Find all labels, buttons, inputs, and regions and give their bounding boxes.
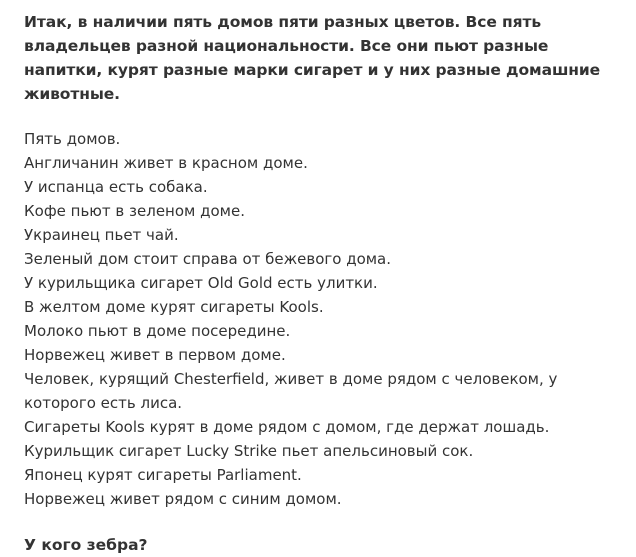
- rule-item: У курильщика сигарет Old Gold есть улитки.: [24, 274, 378, 292]
- rule-item: Украинец пьет чай.: [24, 226, 179, 244]
- intro-paragraph: Итак, в наличии пять домов пяти разных цветов. Все пять владельцев разной национальности. Все они пьют разные напитки, курят разные марки сигарет и у них разные домашние животные.: [24, 13, 601, 103]
- rule-item: Норвежец живет рядом с синим домом.: [24, 490, 342, 508]
- rules-list: [24, 127, 628, 511]
- rule-item: Человек, курящий Chesterfield, живет в доме рядом с человеком, у которого есть лиса.: [24, 370, 558, 412]
- rule-item: Сигареты Kools курят в доме рядом с домом, где держат лошадь.: [24, 418, 550, 436]
- rule-item: Японец курят сигареты Parliament.: [24, 466, 302, 484]
- rule-item: Зеленый дом стоит справа от бежевого дома.: [24, 250, 392, 268]
- rule-item: Пять домов.: [24, 130, 121, 148]
- rule-item: Кофе пьют в зеленом доме.: [24, 202, 245, 220]
- rule-item: Англичанин живет в красном доме.: [24, 154, 308, 172]
- rule-item: Норвежец живет в первом доме.: [24, 346, 286, 364]
- rule-item: Молоко пьют в доме посередине.: [24, 322, 291, 340]
- rule-item: Курильщик сигарет Lucky Strike пьет апельсиновый сок.: [24, 442, 474, 460]
- rule-item: У испанца есть собака.: [24, 178, 208, 196]
- question-heading: У кого зебра?: [24, 536, 148, 554]
- rule-item: В желтом доме курят сигареты Kools.: [24, 298, 324, 316]
